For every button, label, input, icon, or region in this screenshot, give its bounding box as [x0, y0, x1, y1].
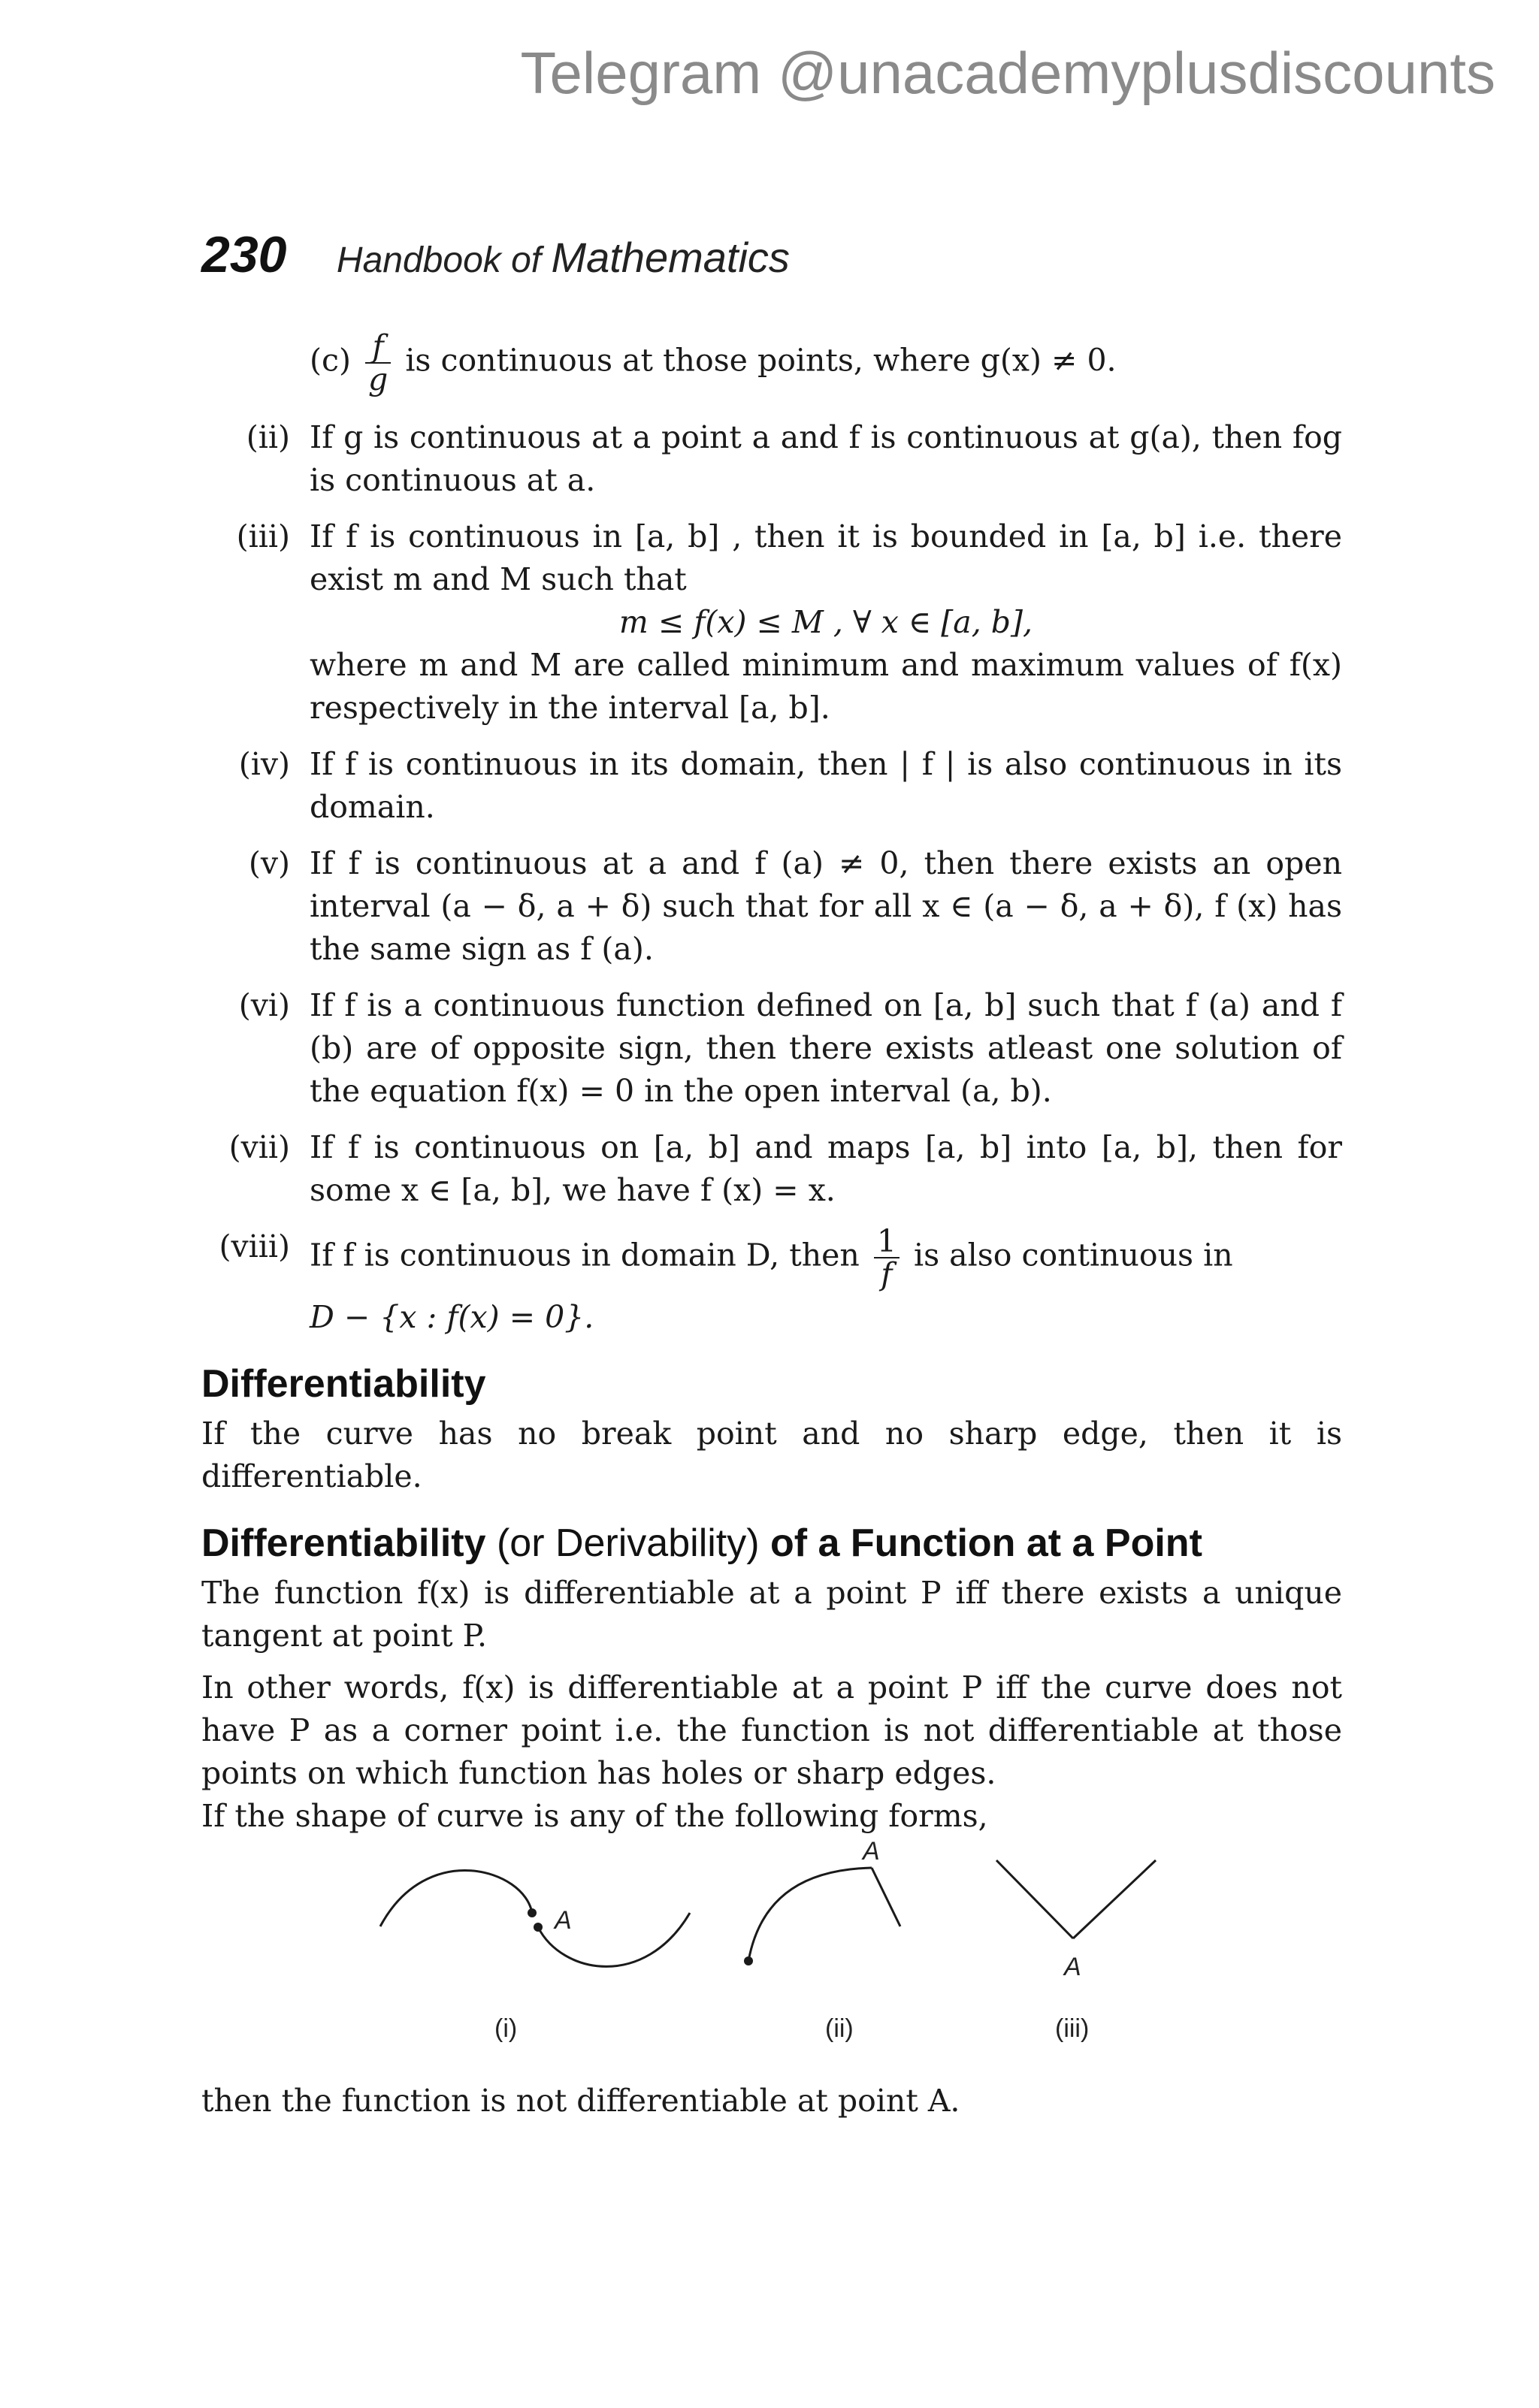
point-label-a-ii: A: [863, 1837, 880, 1866]
curve-ii-line: [872, 1868, 900, 1926]
item-vi-text: If f is a continuous function defined on [a, b] such that f (a) and f (b) are of opposite sign, then there exists atleast one solution of the equation f(x) = 0 in the open interval (a, b).: [310, 987, 1342, 1109]
item-vi-label: (vi): [238, 987, 290, 1023]
item-ii-text: If g is continuous at a point a and f is continuous at g(a), then fog is continuous at a.: [310, 419, 1342, 498]
fraction-numerator: 1: [874, 1225, 900, 1258]
curve-ii-endpoint: [744, 1956, 753, 1965]
item-viii: [201, 1225, 1342, 1290]
heading-bold-part-1: Differentiability: [201, 1521, 486, 1565]
curve-i-point-b: [534, 1923, 543, 1932]
book-title-main: Mathematics: [551, 234, 790, 281]
item-viii-text-b: is also continuous in: [913, 1237, 1233, 1273]
item-iii-formula: m ≤ f(x) ≤ M , ∀ x ∈ [a, b],: [618, 604, 1033, 640]
running-head: [201, 225, 790, 284]
item-c-text: is continuous at those points, where g(x) ≠ 0.: [405, 342, 1117, 379]
fraction-denominator: g: [368, 361, 389, 397]
item-ii: [201, 416, 1342, 502]
curve-iii-right-line: [1073, 1860, 1156, 1938]
curves-svg: [201, 1847, 1342, 2072]
point-label-a-i: A: [555, 1906, 572, 1935]
item-iii: [201, 515, 1342, 601]
item-iii-label: (iii): [236, 518, 290, 554]
book-title-prefix: Handbook of: [336, 240, 542, 280]
item-iv-text: If f is continuous in its domain, then | f | is also continuous in its domain.: [310, 746, 1342, 825]
book-title: [336, 234, 790, 281]
page-body: [201, 328, 1342, 2132]
item-vii-text: If f is continuous on [a, b] and maps [a, b] into [a, b], then for some x ∈ [a, b], we have f (x) = x.: [310, 1129, 1342, 1208]
curve-i-point-a: [528, 1908, 537, 1917]
item-c-label: (c): [310, 342, 351, 379]
point-label-a-iii: A: [1064, 1953, 1081, 1981]
curve-i-left-branch: [380, 1870, 532, 1926]
section-heading-differentiability: Differentiability: [201, 1362, 486, 1406]
item-iii-continuation: where m and M are called minimum and maximum values of f(x) respectively in the interval [a, b].: [310, 647, 1342, 726]
item-vi: [201, 984, 1342, 1113]
at-point-paragraph-1: The function f(x) is differentiable at a point P iff there exists a unique tangent at point P.: [201, 1575, 1342, 1654]
item-viii-label: (viii): [219, 1228, 290, 1264]
item-vii: [201, 1126, 1342, 1212]
page-number: 230: [201, 226, 287, 283]
heading-light-part: (or Derivability): [496, 1521, 760, 1565]
conclusion-text: then the function is not differentiable at point A.: [201, 2083, 960, 2119]
non-differentiable-curves-figure: [201, 1837, 1342, 2072]
at-point-paragraph-3: If the shape of curve is any of the following forms,: [201, 1798, 988, 1834]
caption-i: (i): [494, 2014, 518, 2043]
curve-iii-left-line: [996, 1860, 1073, 1938]
item-iv: [201, 743, 1342, 829]
caption-ii: (ii): [825, 2014, 854, 2043]
watermark: Telegram @unacademyplusdiscounts: [520, 40, 1495, 106]
differentiability-text: If the curve has no break point and no sharp edge, then it is differentiable.: [201, 1415, 1342, 1494]
fraction-denominator: f: [881, 1256, 893, 1292]
at-point-paragraph-2: In other words, f(x) is differentiable at a point P iff the curve does not have P as a corner point i.e. the function is not differentiable at those points on which function has holes or sharp edges.: [201, 1669, 1342, 1791]
item-viii-continuation: D − {x : f(x) = 0}.: [310, 1299, 594, 1335]
curve-ii-arc: [748, 1868, 872, 1961]
item-v-label: (v): [248, 845, 290, 881]
caption-iii: (iii): [1055, 2014, 1090, 2043]
heading-bold-part-2: of a Function at a Point: [770, 1521, 1202, 1565]
fraction-one-over-f: [874, 1225, 900, 1290]
item-c: [201, 328, 1342, 397]
item-viii-text-a: If f is continuous in domain D, then: [310, 1237, 860, 1273]
item-v: [201, 842, 1342, 971]
item-iii-text: If f is continuous in [a, b] , then it is bounded in [a, b] i.e. there exist m and M such that: [310, 518, 1342, 597]
section-heading-at-point: [201, 1519, 1342, 1567]
fraction-numerator: f: [365, 331, 391, 364]
item-iv-label: (iv): [238, 746, 290, 782]
item-ii-label: (ii): [246, 419, 290, 455]
item-v-text: If f is continuous at a and f (a) ≠ 0, then there exists an open interval (a − δ, a + δ) such that for all x ∈ (a − δ, a + δ), f (x) has the same sign as f (a).: [310, 845, 1342, 967]
fraction-f-over-g: [365, 328, 391, 397]
item-vii-label: (vii): [228, 1129, 290, 1165]
